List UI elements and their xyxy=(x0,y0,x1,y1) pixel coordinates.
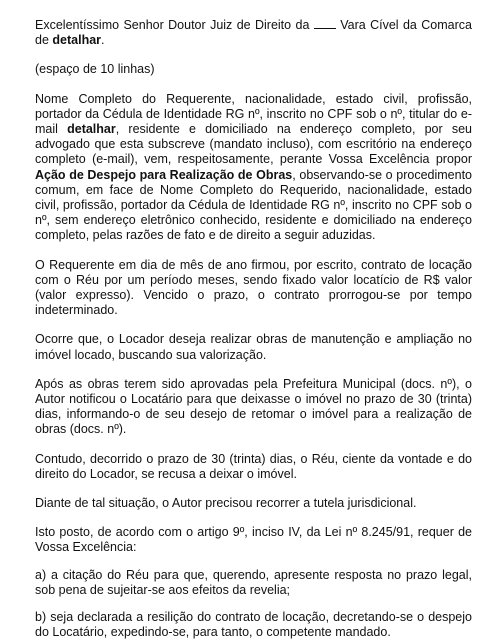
notification-paragraph: Após as obras terem sido aprovadas pela Prefeitura Municipal (docs. nº), o Autor notificou o Locatário para que deixasse o imóvel no prazo de 30 (trinta) dias, informando-o de seu desejo de retomar o imóvel para a realização de obras (docs. nº). xyxy=(35,376,472,437)
request-item-a: a) a citação do Réu para que, querendo, apresente resposta no prazo legal, sob pena de sujeitar-se aos efeitos da revelia; xyxy=(35,567,472,597)
qualification-text-c: , residente e domiciliado na endereço completo, por seu advogado que esta subscreve (mandato incluso), com escritório na endereço completo (e-mail), vem, respeitosamente, perante Vossa Excelência propor xyxy=(35,122,472,167)
works-paragraph: Ocorre que, o Locador deseja realizar obras de manutenção e ampliação no imóvel locado, buscando sua valorização. xyxy=(35,332,472,362)
heading-text-a: Excelentíssimo Senhor Doutor Juiz de Direito da xyxy=(35,18,310,32)
refusal-paragraph: Contudo, decorrido o prazo de 30 (trinta) dias, o Réu, ciente da vontade e do direito do Locador, se recusa a deixar o imóvel. xyxy=(35,451,472,481)
qualification-text-e: , observando-se o procedimento comum, em face de Nome Completo do Requerido, nacionalidade, estado civil, profissão, portador da Cédula de Identidade RG nº, inscrito no CPF sob o nº, sem endereço eletrônico conhecido, residente e domiciliado na endereço completo, pelas razões de fato e de direito a seguir aduzidas. xyxy=(35,167,472,243)
email-placeholder: detalhar xyxy=(67,122,116,137)
court-number-blank xyxy=(314,18,336,29)
contract-paragraph: O Requerente em dia de mês de ano firmou, por escrito, contrato de locação com o Réu por um período meses, sendo fixado valor locatício de R$ valor (valor expresso). Vencido o prazo, o contrato prorrogou-se por tempo indeterminado. xyxy=(35,257,472,318)
request-item-b: b) seja declarada a resilição do contrato de locação, decretando-se o despejo do Locatário, expedindo-se, para tanto, o competente mandado. xyxy=(35,610,472,640)
qualification-text-a: Nome Completo do Requerente, nacionalidade, estado civil, profissão, portador da Cédula de Identidade RG nº, inscrito no CPF sob o nº, titular do e-mail xyxy=(35,91,472,137)
action-title: Ação de Despejo para Realização de Obras xyxy=(35,167,293,182)
spacing-note: (espaço de 10 linhas) xyxy=(35,62,155,77)
heading-text-b: Vara Cível da Comarca de xyxy=(35,18,472,48)
jurisdiction-paragraph: Diante de tal situação, o Autor precisou recorrer a tutela jurisdicional. xyxy=(35,496,417,511)
qualification-paragraph xyxy=(35,92,472,244)
request-intro-paragraph: Isto posto, de acordo com o artigo 9º, inciso IV, da Lei nº 8.245/91, requer de Vossa Excelência: xyxy=(35,525,472,555)
comarca-placeholder: detalhar xyxy=(52,33,102,48)
addressee-heading xyxy=(35,18,472,48)
heading-text-d: . xyxy=(101,33,105,48)
